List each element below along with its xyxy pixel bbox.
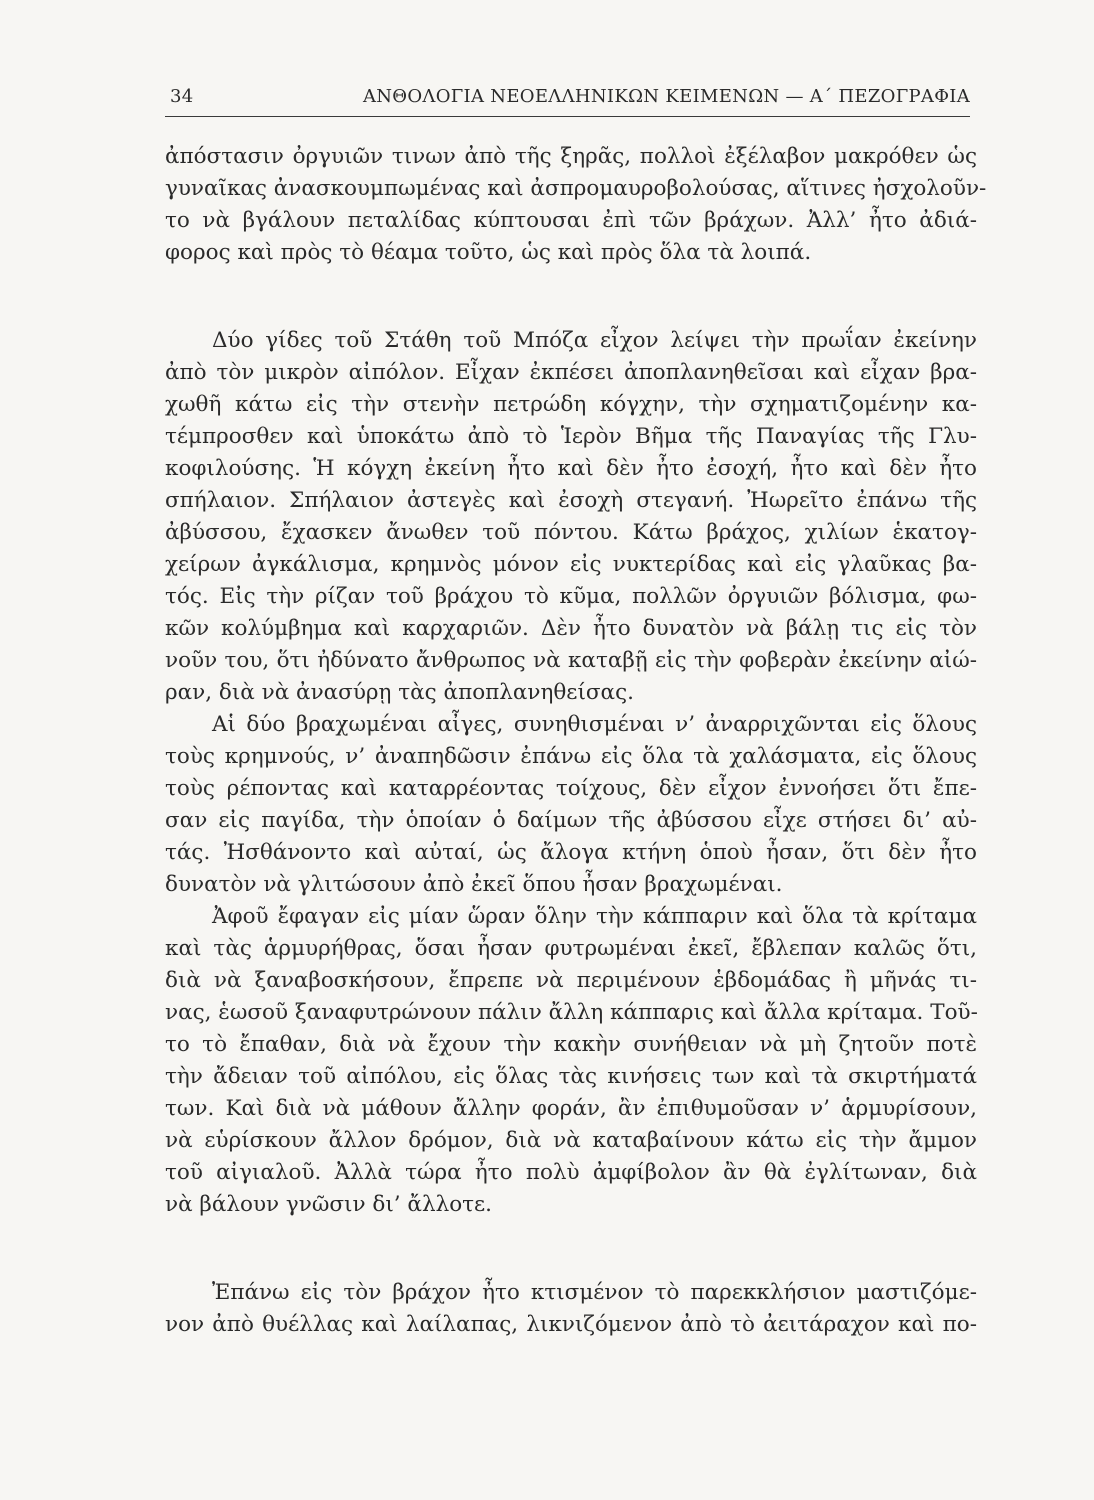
- text-line: κοφιλούσης. Ἡ κόγχη ἐκείνη ἦτο καὶ δὲν ἦτο ἐσοχή, ἦτο καὶ δὲν ἦτο: [165, 456, 977, 481]
- text-line: ἀπόστασιν ὀργυιῶν τινων ἀπὸ τῆς ξηρᾶς, πολλοὶ ἐξέλαβον μακρόθεν ὡς: [165, 144, 977, 169]
- text-line: κῶν κολύμβημα καὶ καρχαριῶν. Δὲν ἦτο δυνατὸν νὰ βάλῃ τις εἰς τὸν: [165, 616, 977, 641]
- text-line: φορος καὶ πρὸς τὸ θέαμα τοῦτο, ὡς καὶ πρὸς ὅλα τὰ λοιπά.: [165, 240, 812, 265]
- text-line: νὰ εὑρίσκουν ἄλλον δρόμον, διὰ νὰ καταβαίνουν κάτω εἰς τὴν ἄμμον: [165, 1128, 977, 1153]
- text-line: γυναῖκας ἀνασκουμπωμένας καὶ ἀσπρομαυροβολούσας, αἵτινες ἠσχολοῦν-: [165, 176, 987, 201]
- text-line: νοῦν του, ὅτι ἠδύνατο ἄνθρωπος νὰ καταβῇ εἰς τὴν φοβερὰν ἐκείνην αἰώ-: [165, 648, 977, 673]
- text-line: νας, ἑωσοῦ ξαναφυτρώνουν πάλιν ἄλλη κάππαρις καὶ ἄλλα κρίταμα. Τοῦ-: [165, 1000, 978, 1025]
- text-line: των. Καὶ διὰ νὰ μάθουν ἄλλην φοράν, ἂν ἐπιθυμοῦσαν ν’ ἁρμυρίσουν,: [165, 1096, 977, 1121]
- text-line: ραν, διὰ νὰ ἀνασύρῃ τὰς ἀποπλανηθείσας.: [165, 680, 634, 705]
- text-line: τοὺς κρημνούς, ν’ ἀναπηδῶσιν ἐπάνω εἰς ὅλα τὰ χαλάσματα, εἰς ὅλους: [165, 744, 977, 769]
- text-line: χωθῆ κάτω εἰς τὴν στενὴν πετρώδη κόγχην, τὴν σχηματιζομένην κα-: [165, 392, 977, 417]
- text-line: τοὺς ρέποντας καὶ καταρρέοντας τοίχους, δὲν εἶχον ἐννοήσει ὅτι ἔπε-: [165, 776, 977, 801]
- text-line: τοῦ αἰγιαλοῦ. Ἀλλὰ τώρα ἦτο πολὺ ἀμφίβολον ἂν θὰ ἐγλίτωναν, διὰ: [165, 1160, 977, 1185]
- header-rule: [165, 116, 970, 117]
- text-line: το νὰ βγάλουν πεταλίδας κύπτουσαι ἐπὶ τῶν βράχων. Ἀλλ’ ἦτο ἀδιά-: [165, 208, 977, 233]
- page-header: [170, 86, 970, 116]
- text-line: νὰ βάλουν γνῶσιν δι’ ἄλλοτε.: [165, 1192, 493, 1217]
- text-line: τὴν ἄδειαν τοῦ αἰπόλου, εἰς ὅλας τὰς κινήσεις των καὶ τὰ σκιρτήματά: [165, 1064, 977, 1089]
- text-line: τός. Εἰς τὴν ρίζαν τοῦ βράχου τὸ κῦμα, πολλῶν ὀργυιῶν βόλισμα, φω-: [165, 584, 977, 609]
- text-line: Ἀφοῦ ἔφαγαν εἰς μίαν ὥραν ὅλην τὴν κάππαριν καὶ ὅλα τὰ κρίταμα: [212, 904, 977, 929]
- text-line: διὰ νὰ ξαναβοσκήσουν, ἔπρεπε νὰ περιμένουν ἑβδομάδας ἢ μῆνάς τι-: [165, 968, 977, 993]
- text-line: δυνατὸν νὰ γλιτώσουν ἀπὸ ἐκεῖ ὅπου ἦσαν βραχωμέναι.: [165, 872, 783, 897]
- text-line: σαν εἰς παγίδα, τὴν ὁποίαν ὁ δαίμων τῆς ἀβύσσου εἶχε στήσει δι’ αὐ-: [165, 808, 977, 833]
- text-line: ἀπὸ τὸν μικρὸν αἰπόλον. Εἶχαν ἐκπέσει ἀποπλανηθεῖσαι καὶ εἶχαν βρα-: [165, 360, 977, 385]
- text-line: νον ἀπὸ θυέλλας καὶ λαίλαπας, λικνιζόμενον ἀπὸ τὸ ἀειτάραχον καὶ πο-: [165, 1312, 977, 1337]
- text-line: σπήλαιον. Σπήλαιον ἀστεγὲς καὶ ἐσοχὴ στεγανή. Ἠωρεῖτο ἐπάνω τῆς: [165, 488, 977, 513]
- running-title: ΑΝΘΟΛΟΓΙΑ ΝΕΟΕΛΛΗΝΙΚΩΝ ΚΕΙΜΕΝΩΝ — Α΄ ΠΕΖΟΓΡΑΦΙΑ: [362, 86, 970, 107]
- text-line: Αἱ δύο βραχωμέναι αἶγες, συνηθισμέναι ν’ ἀναρριχῶνται εἰς ὅλους: [212, 712, 977, 737]
- text-line: καὶ τὰς ἁρμυρήθρας, ὅσαι ἦσαν φυτρωμέναι ἐκεῖ, ἔβλεπαν καλῶς ὅτι,: [165, 936, 977, 961]
- page-number: 34: [170, 86, 194, 107]
- text-line: τάς. Ἠσθάνοντο καὶ αὐταί, ὡς ἄλογα κτήνη ὁποὺ ἦσαν, ὅτι δὲν ἦτο: [165, 840, 977, 865]
- text-line: Δύο γίδες τοῦ Στάθη τοῦ Μπόζα εἶχον λείψει τὴν πρωΐαν ἐκείνην: [212, 328, 977, 353]
- text-line: το τὸ ἔπαθαν, διὰ νὰ ἔχουν τὴν κακὴν συνήθειαν νὰ μὴ ζητοῦν ποτὲ: [165, 1032, 977, 1057]
- text-line: τέμπροσθεν καὶ ὑποκάτω ἀπὸ τὸ Ἱερὸν Βῆμα τῆς Παναγίας τῆς Γλυ-: [165, 424, 977, 449]
- text-line: ἀβύσσου, ἔχασκεν ἄνωθεν τοῦ πόντου. Κάτω βράχος, χιλίων ἑκατογ-: [165, 520, 977, 545]
- text-line: χείρων ἀγκάλισμα, κρημνὸς μόνον εἰς νυκτερίδας καὶ εἰς γλαῦκας βα-: [165, 552, 977, 577]
- text-line: Ἐπάνω εἰς τὸν βράχον ἦτο κτισμένον τὸ παρεκκλήσιον μαστιζόμε-: [212, 1280, 977, 1305]
